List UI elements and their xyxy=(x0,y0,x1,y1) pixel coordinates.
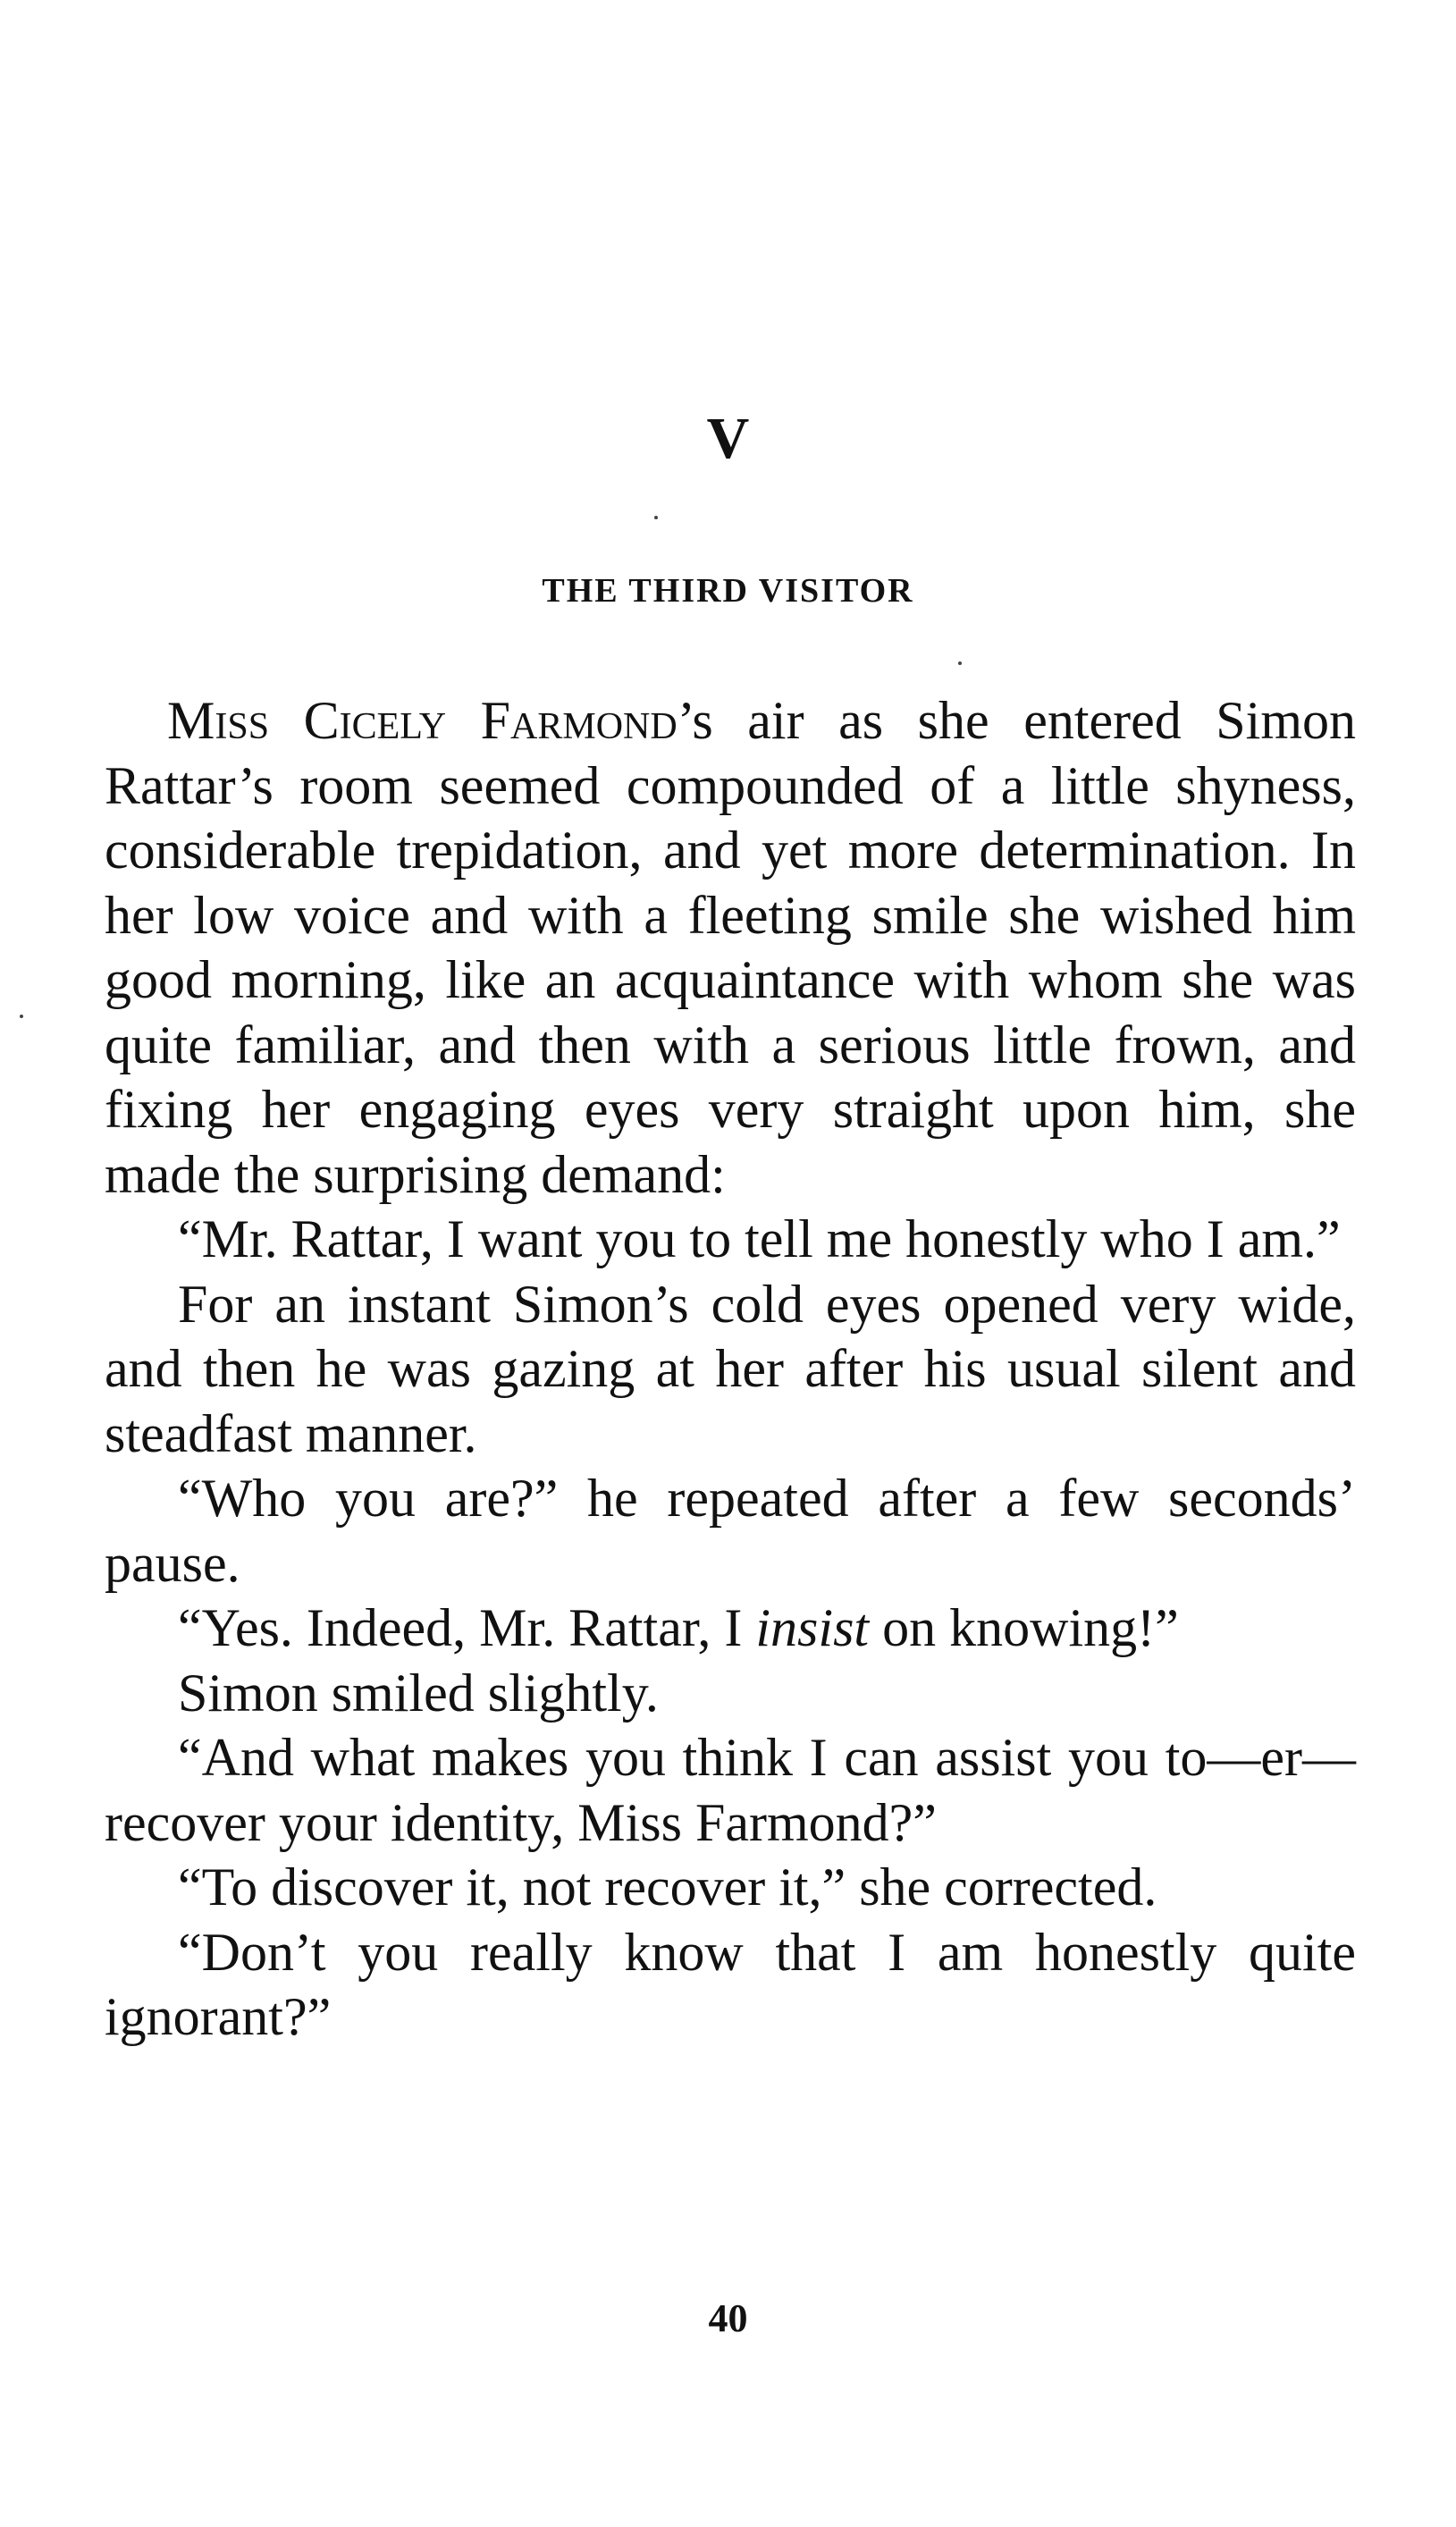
print-speck xyxy=(654,516,658,519)
paragraph: “Don’t you really know that I am honestly quite ignorant?” xyxy=(105,1922,1356,2046)
emphasis: insist xyxy=(755,1598,870,1657)
paragraph: “To discover it, not recover it,” she corrected. xyxy=(178,1857,1157,1916)
paragraph: “Mr. Rattar, I want you to tell me honestly who I am.” xyxy=(178,1209,1341,1268)
small-caps-name: Miss Cicely Farmond xyxy=(167,691,678,750)
paragraph: “And what makes you think I can assist you to—er—recover your identity, Miss Farmond?” xyxy=(105,1728,1356,1852)
page-number: 40 xyxy=(708,2296,748,2340)
print-speck xyxy=(958,661,962,665)
paragraph: “Who you are?” he repeated after a few seconds’ pause. xyxy=(105,1469,1356,1593)
paragraph: Simon smiled slightly. xyxy=(178,1663,659,1723)
paragraph-text: “Yes. Indeed, Mr. Rattar, I xyxy=(178,1598,756,1657)
chapter-number: V xyxy=(706,406,750,471)
paragraph-text: on knowing!” xyxy=(869,1598,1179,1657)
print-speck xyxy=(20,1015,23,1018)
paragraph: For an instant Simon’s cold eyes opened very wide, and then he was gazing at her after his usual silent and steadfast manner. xyxy=(105,1274,1356,1463)
body-text xyxy=(105,688,1356,2050)
paragraph xyxy=(105,688,1356,1207)
chapter-title: THE THIRD VISITOR xyxy=(542,572,914,610)
paragraph-text: ’s air as she entered Simon Rattar’s room seemed compounded of a little shyness, considerable trepidation, and yet more determination. In her low voice and with a fleeting smile she wished him good morning, like an acquaintance with whom she was quite familiar, and then with a serious little frown, and fixing her engaging eyes very straight upon him, she made the surprising demand: xyxy=(105,691,1357,1204)
paragraph xyxy=(105,1596,1356,1661)
